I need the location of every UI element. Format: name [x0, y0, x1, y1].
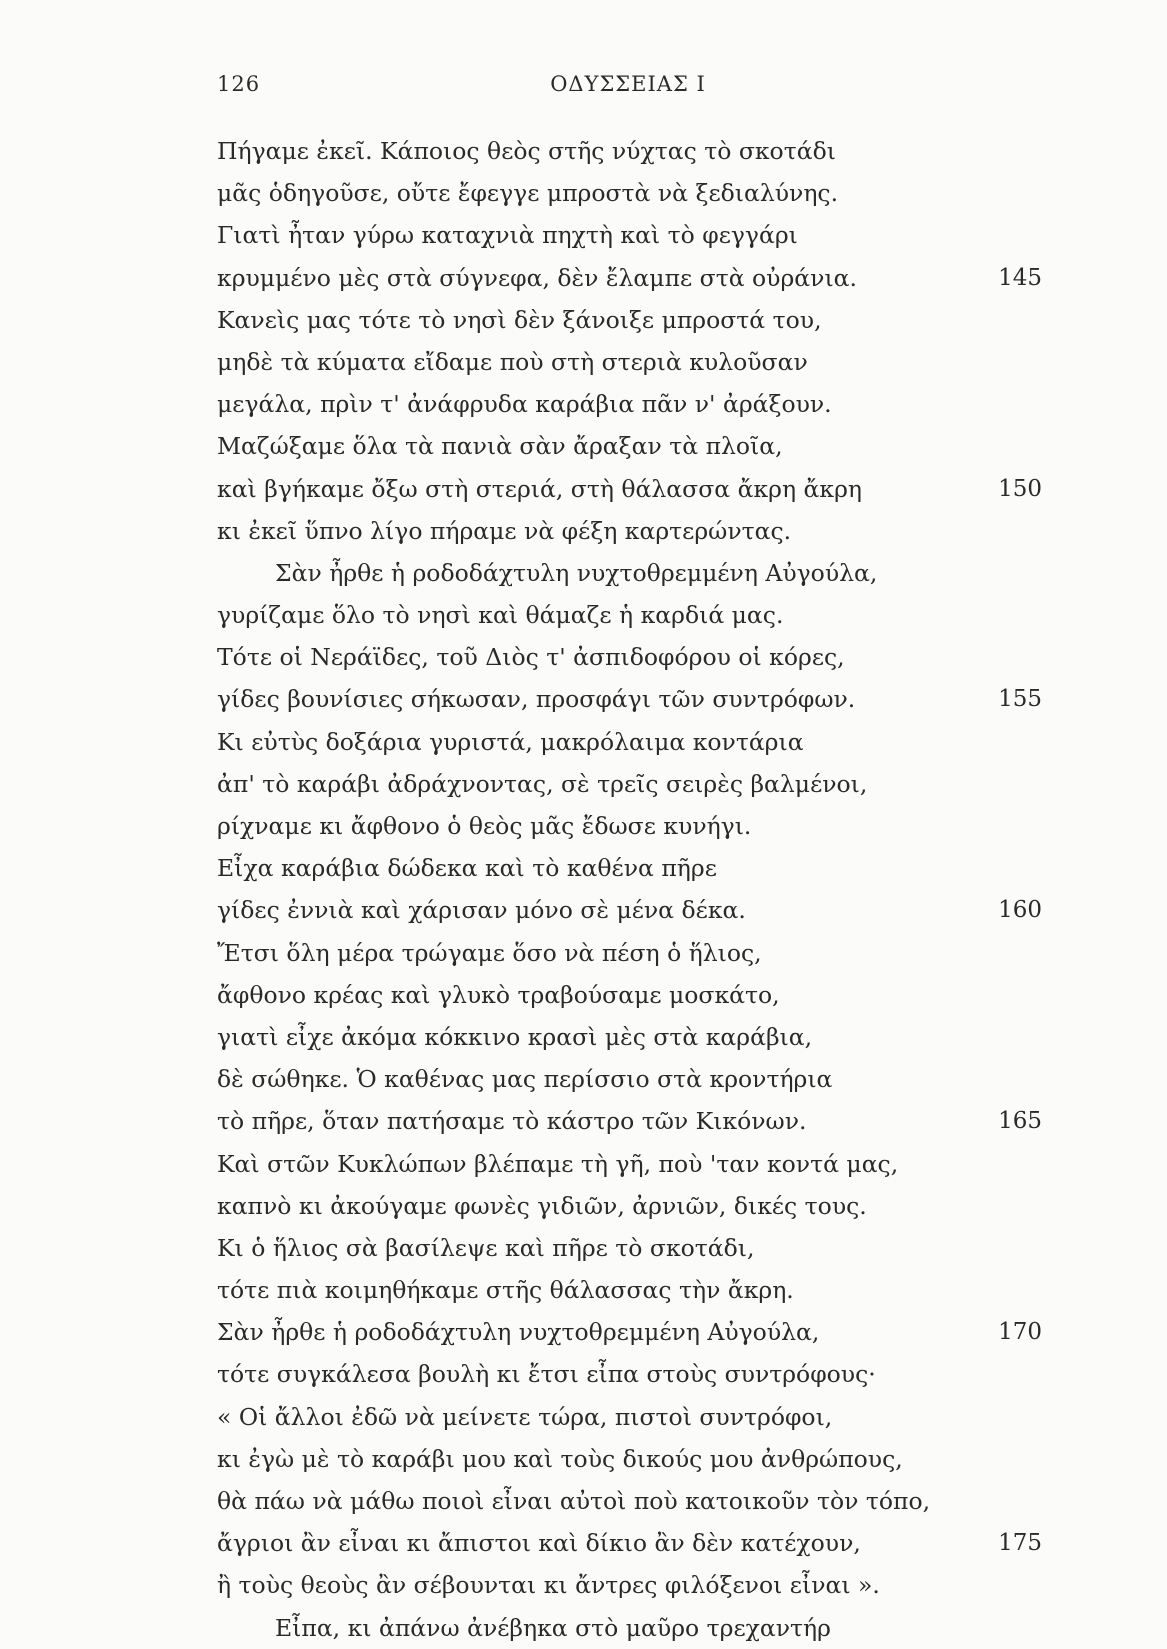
verse-line — [217, 594, 1042, 636]
verse-line — [217, 510, 1042, 552]
verse-line — [217, 1269, 1042, 1311]
verse-line — [217, 678, 1042, 720]
line-number: 170 — [998, 1319, 1042, 1346]
verse-line — [217, 847, 1042, 889]
verse-line-text: γυρίζαμε ὅλο τὸ νησὶ καὶ θάμαζε ἡ καρδιά μας. — [217, 601, 784, 630]
verse-line-text: ἢ τοὺς θεοὺς ἂν σέβουνται κι ἄντρες φιλόξενοι εἶναι ». — [217, 1571, 880, 1600]
verse-line — [217, 425, 1042, 467]
verse-line-text: ρίχναμε κι ἄφθονο ὁ θεὸς μᾶς ἔδωσε κυνήγι. — [217, 812, 752, 840]
verse-line — [217, 1311, 1042, 1353]
verse-line — [217, 932, 1042, 974]
line-number: 160 — [998, 897, 1042, 924]
verse-line — [217, 130, 1042, 172]
verse-line — [217, 257, 1042, 299]
verse-line-text: μεγάλα, πρὶν τ' ἀνάφρυδα καράβια πᾶν ν' ἀράξουν. — [217, 390, 832, 419]
verse-line-text: τότε συγκάλεσα βουλὴ κι ἔτσι εἶπα στοὺς συντρόφους· — [217, 1360, 876, 1389]
verse-line-text: Κι εὐτὺς δοξάρια γυριστά, μακρόλαιμα κοντάρια — [217, 727, 804, 756]
verse-line-text: καπνὸ κι ἀκούγαμε φωνὲς γιδιῶν, ἀρνιῶν, δικές τους. — [217, 1191, 867, 1220]
verse-line — [217, 805, 1042, 847]
line-number: 145 — [998, 264, 1042, 291]
verse-line — [217, 974, 1042, 1016]
verse-line-text: Καὶ στῶν Κυκλώπων βλέπαμε τὴ γῆ, ποὺ 'ταν κοντά μας, — [217, 1149, 899, 1178]
verse-line — [217, 1438, 1042, 1480]
line-number: 155 — [998, 686, 1042, 713]
verse-line-text: Εἶπα, κι ἀπάνω ἀνέβηκα στὸ μαῦρο τρεχαντήρ — [275, 1613, 831, 1642]
verse-line — [217, 1396, 1042, 1438]
page-number: 126 — [217, 72, 261, 96]
verse-line-text: μᾶς ὁδηγοῦσε, οὔτε ἔφεγγε μπροστὰ νὰ ξεδιαλύνης. — [217, 179, 839, 208]
verse-line — [217, 636, 1042, 678]
verse-line — [217, 889, 1042, 931]
verse-line-text: Σὰν ἦρθε ἡ ροδοδάχτυλη νυχτοθρεμμένη Αὐγούλα, — [217, 1318, 820, 1347]
verse-line-text: Μαζώξαμε ὅλα τὰ πανιὰ σὰν ἄραξαν τὰ πλοῖα, — [217, 432, 783, 461]
verse-line-text: ἀπ' τὸ καράβι ἀδράχνοντας, σὲ τρεῖς σειρὲς βαλμένοι, — [217, 769, 868, 798]
verse-line — [217, 721, 1042, 763]
verse-line-text: ἄγριοι ἂν εἶναι κι ἄπιστοι καὶ δίκιο ἂν δὲν κατέχουν, — [217, 1529, 861, 1558]
verse-line-text: κι ἐγὼ μὲ τὸ καράβι μου καὶ τοὺς δικούς μου ἀνθρώπους, — [217, 1444, 903, 1473]
verse-line-text: Κι ὁ ἥλιος σὰ βασίλεψε καὶ πῆρε τὸ σκοτάδι, — [217, 1233, 755, 1262]
verse-line-text: θὰ πάω νὰ μάθω ποιοὶ εἶναι αὐτοὶ ποὺ κατοικοῦν τὸν τόπο, — [217, 1487, 931, 1515]
verse-line — [217, 383, 1042, 425]
verse-line-text: Κανεὶς μας τότε τὸ νησὶ δὲν ξάνοιξε μπροστά του, — [217, 305, 822, 334]
verse-line — [217, 1185, 1042, 1227]
verse-line-text: κρυμμένο μὲς στὰ σύγνεφα, δὲν ἔλαμπε στὰ οὐράνια. — [217, 263, 857, 292]
verse-line — [217, 1522, 1042, 1564]
verse-line-text: Τότε οἱ Νεράϊδες, τοῦ Διὸς τ' ἀσπιδοφόρου οἱ κόρες, — [217, 643, 845, 672]
verse-line-text: μηδὲ τὰ κύματα εἴδαμε ποὺ στὴ στεριὰ κυλοῦσαν — [217, 347, 808, 376]
verse-line — [217, 1058, 1042, 1100]
verse-line-text: καὶ βγήκαμε ὄξω στὴ στεριά, στὴ θάλασσα ἄκρη ἄκρη — [217, 474, 862, 503]
verse-line — [217, 468, 1042, 510]
verse-line-text: γίδες βουνίσιες σήκωσαν, προσφάγι τῶν συντρόφων. — [217, 685, 856, 714]
verse-line — [217, 1607, 1042, 1649]
verse-line-text: γίδες ἐννιὰ καὶ χάρισαν μόνο σὲ μένα δέκα. — [217, 896, 746, 925]
verse-line — [217, 1227, 1042, 1269]
verse-line-text: τότε πιὰ κοιμηθήκαμε στῆς θάλασσας τὴν ἄκρη. — [217, 1276, 794, 1305]
book-title: ΟΔΥΣΣΕΙΑΣ Ι — [550, 72, 706, 96]
verse-line — [217, 763, 1042, 805]
verse-block — [217, 130, 1042, 1649]
verse-line-text: κι ἐκεῖ ὕπνο λίγο πήραμε νὰ φέξη καρτερώντας. — [217, 516, 792, 545]
verse-line — [217, 1353, 1042, 1395]
verse-line — [217, 552, 1042, 594]
verse-line — [217, 1564, 1042, 1606]
verse-line-text: Πήγαμε ἐκεῖ. Κάποιος θεὸς στῆς νύχτας τὸ σκοτάδι — [217, 137, 836, 165]
verse-line — [217, 1016, 1042, 1058]
verse-line — [217, 172, 1042, 214]
verse-line — [217, 1143, 1042, 1185]
verse-line — [217, 214, 1042, 256]
verse-line-text: δὲ σώθηκε. Ὁ καθένας μας περίσσιο στὰ κροντήρια — [217, 1065, 833, 1094]
verse-line — [217, 1100, 1042, 1142]
line-number: 165 — [998, 1108, 1042, 1135]
verse-line-text: τὸ πῆρε, ὅταν πατήσαμε τὸ κάστρο τῶν Κικόνων. — [217, 1107, 807, 1136]
line-number: 175 — [998, 1530, 1042, 1557]
verse-line-text: Ἔτσι ὅλη μέρα τρώγαμε ὅσο νὰ πέση ὁ ἥλιος, — [217, 938, 762, 967]
line-number: 150 — [998, 475, 1042, 502]
verse-line — [217, 341, 1042, 383]
verse-line — [217, 1480, 1042, 1522]
verse-line-text: ἄφθονο κρέας καὶ γλυκὸ τραβούσαμε μοσκάτο, — [217, 980, 780, 1009]
running-head — [217, 72, 1039, 112]
verse-line-text: Γιατὶ ἦταν γύρω καταχνιὰ πηχτὴ καὶ τὸ φεγγάρι — [217, 221, 798, 250]
verse-line-text: « Οἱ ἄλλοι ἐδῶ νὰ μείνετε τώρα, πιστοὶ συντρόφοι, — [217, 1402, 833, 1431]
verse-line-text: Σὰν ἦρθε ἡ ροδοδάχτυλη νυχτοθρεμμένη Αὐγούλα, — [275, 558, 878, 587]
verse-line-text: Εἶχα καράβια δώδεκα καὶ τὸ καθένα πῆρε — [217, 854, 717, 883]
verse-line — [217, 299, 1042, 341]
verse-line-text: γιατὶ εἶχε ἀκόμα κόκκινο κρασὶ μὲς στὰ καράβια, — [217, 1022, 813, 1051]
